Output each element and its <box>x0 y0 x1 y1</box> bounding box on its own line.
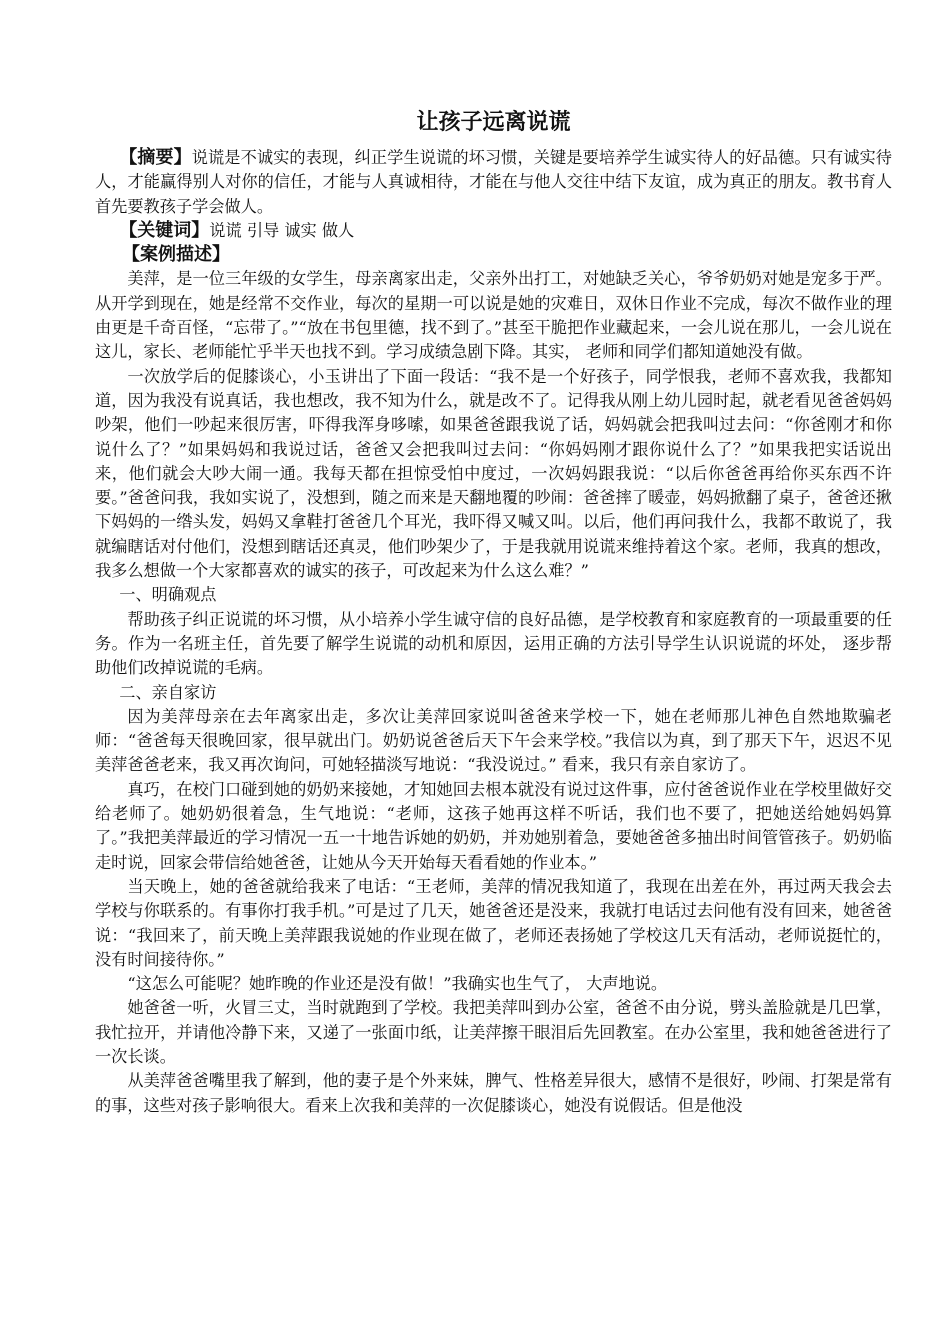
paragraph: 因为美萍母亲在去年离家出走，多次让美萍回家说叫爸爸来学校一下，她在老师那儿神色自然地欺骗老师：“爸爸每天很晚回家，很早就出门。奶奶说爸爸后天下午会来学校。”我信以为真，到了那天下午，迟迟不见美萍爸爸老来，我又再次询问，可她轻描淡写地说：“我没说过。” 看来，我只有亲自家访了。 <box>95 706 892 775</box>
abstract <box>95 146 892 219</box>
abstract-tag: 【摘要】 <box>119 147 192 168</box>
page-title: 让孩子远离说谎 <box>416 110 571 135</box>
abstract-text: 说谎是不诚实的表现，纠正学生说谎的坏习惯，关键是要培养学生诚实待人的好品德。只有诚实待人，才能赢得别人对你的信任，才能与人真诚相待，才能在与他人交往中结下友谊，成为真正的朋友。教书育人首先要教孩子学会做人。 <box>95 148 892 216</box>
section-heading: 一、明确观点 <box>119 585 217 605</box>
paragraph: 帮助孩子纠正说谎的坏习惯，从小培养小学生诚守信的良好品德，是学校教育和家庭教育的一项最重要的任务。作为一名班主任，首先要了解学生说谎的动机和原因，运用正确的方法引导学生认识说谎的坏处， 逐步帮助他们改掉说谎的毛病。 <box>95 609 892 678</box>
paragraph: “这怎么可能呢？她昨晚的作业还是没有做！”我确实也生气了， 大声地说。 <box>127 974 668 994</box>
keywords-tag: 【关键词】 <box>119 219 210 241</box>
section-heading: 二、亲自家访 <box>119 682 217 702</box>
paragraph: 一次放学后的促膝谈心，小玉讲出了下面一段话：“我不是一个好孩子，同学恨我，老师不喜欢我，我都知道，因为我没有说真话，我也想改，我不知为什么，就是改不了。记得我从刚上幼儿园时起，就老看见爸爸妈妈吵架，他们一吵起来很厉害，吓得我浑身哆嗦，如果爸爸跟我说了话，妈妈就会把我叫过去问：“你爸刚才和你说什么了？”如果妈妈和我说过话，爸爸又会把我叫过去问：“你妈妈刚才跟你说什么了？”如果我把实话说出来，他们就会大吵大闹一通。我每天都在担惊受怕中度过，一次妈妈跟我说：“以后你爸爸再给你买东西不许要。”爸爸问我，我如实说了，没想到，随之而来是天翻地覆的吵闹：爸爸摔了暖壶，妈妈掀翻了桌子，爸爸还揪下妈妈的一绺头发，妈妈又拿鞋打爸爸几个耳光，我吓得又喊又叫。以后，他们再问我什么，我都不敢说了，我就编瞎话对付他们，没想到瞎话还真灵，他们吵架少了，于是我就用说谎来维持着这个家。老师，我真的想改，我多么想做一个大家都喜欢的诚实的孩子，可改起来为什么这么难？” <box>95 366 892 581</box>
paragraph: 美萍，是一位三年级的女学生，母亲离家出走，父亲外出打工，对她缺乏关心，爷爷奶奶对她是宠多于严。从开学到现在，她是经常不交作业，每次的星期一可以说是她的灾难日，双休日作业不完成，每次不做作业的理由更是千奇百怪，“忘带了。”“放在书包里德，找不到了。”甚至干脆把作业藏起来，一会儿说在那儿，一会儿说在这儿，家长、老师能忙乎半天也找不到。学习成绩急剧下降。其实， 老师和同学们都知道她没有做。 <box>95 269 892 362</box>
paragraph: 当天晚上，她的爸爸就给我来了电话：“王老师，美萍的情况我知道了，我现在出差在外，再过两天我会去学校与你联系的。有事你打我手机。”可是过了几天，她爸爸还是没来，我就打电话过去问他有没有回来，她爸爸说：“我回来了，前天晚上美萍跟我说她的作业现在做了，老师还表扬她了学校这几天有活动，老师说挺忙的，没有时间接待你。” <box>95 876 892 969</box>
paragraph: 真巧，在校门口碰到她的奶奶来接她，才知她回去根本就没有说过这件事，应付爸爸说作业在学校里做好交给老师了。她奶奶很着急，生气地说：“老师，这孩子她再这样不听话，我们也不要了，把她送给她妈妈算了。”我把美萍最近的学习情况一五一十地告诉她的奶奶，并劝她别着急，要她爸爸多抽出时间管管孩子。奶奶临走时说，回家会带信给她爸爸，让她从今天开始每天看看她的作业本。” <box>95 779 892 872</box>
keywords <box>95 219 892 243</box>
case-heading: 【案例描述】 <box>122 244 230 266</box>
keywords-text: 说谎 引导 诚实 做人 <box>209 220 355 240</box>
paragraph: 她爸爸一听，火冒三丈，当时就跑到了学校。我把美萍叫到办公室，爸爸不由分说，劈头盖脸就是几巴掌，我忙拉开，并请他冷静下来，又递了一张面巾纸，让美萍擦干眼泪后先回教室。在办公室里，我和她爸爸进行了一次长谈。 <box>95 998 892 1066</box>
paragraph: 从美萍爸爸嘴里我了解到，他的妻子是个外来妹，脾气、性格差异很大，感情不是很好，吵闹、打架是常有的事，这些对孩子影响很大。看来上次我和美萍的一次促膝谈心，她没有说假话。但是他没 <box>95 1071 892 1115</box>
document-page <box>95 108 892 1118</box>
